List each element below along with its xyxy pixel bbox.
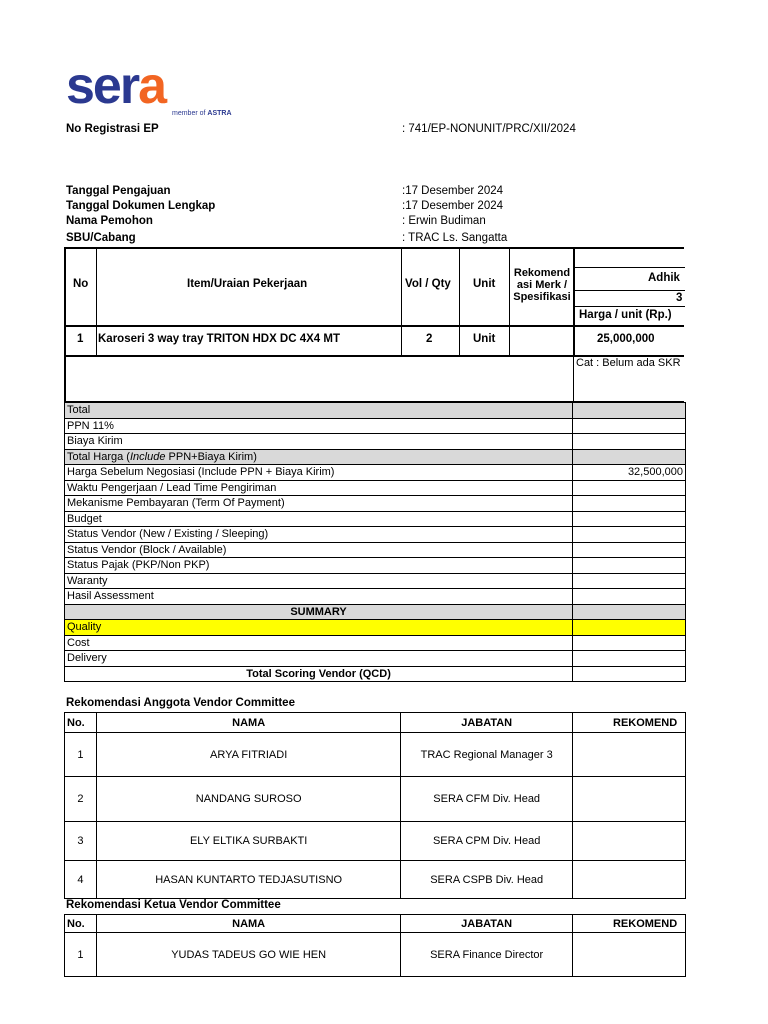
eval-row: Mekanisme Pembayaran (Term Of Payment) — [65, 496, 686, 512]
table-row: 1 ARYA FITRIADI TRAC Regional Manager 3 — [65, 733, 686, 777]
table-row: 3 ELY ELTIKA SURBAKTI SERA CPM Div. Head — [65, 822, 686, 861]
registration-label: No Registrasi EP — [66, 123, 159, 135]
table-header-row: No. NAMA JABATAN REKOMEND — [65, 713, 686, 733]
table-header-row: No. NAMA JABATAN REKOMEND — [65, 915, 686, 933]
evaluation-table — [64, 402, 686, 682]
col-item-header: Item/Uraian Pekerjaan — [187, 278, 308, 290]
eval-row: PPN 11% — [65, 418, 686, 434]
row-qty: 2 — [426, 333, 433, 345]
eval-row: Total Harga (Include PPN+Biaya Kirim) — [65, 449, 686, 465]
row-item: Karoseri 3 way tray TRITON HDX DC 4X4 MT — [98, 333, 340, 345]
branch-label: SBU/Cabang — [66, 232, 136, 244]
committee-chair-title: Rekomendasi Ketua Vendor Committee — [66, 899, 281, 911]
price-before-negotiation: 32,500,000 — [573, 465, 686, 481]
eval-row: Status Pajak (PKP/Non PKP) — [65, 558, 686, 574]
eval-row: Budget — [65, 511, 686, 527]
requester-label: Nama Pemohon — [66, 215, 153, 227]
eval-row: Hasil Assessment — [65, 589, 686, 605]
committee-members-title: Rekomendasi Anggota Vendor Committee — [66, 697, 295, 709]
committee-chair-table — [64, 914, 686, 977]
registration-value: : 741/EP-NONUNIT/PRC/XII/2024 — [402, 123, 576, 135]
requester-value: : Erwin Budiman — [402, 215, 486, 227]
col-unit-header: Unit — [473, 278, 496, 290]
table-row: 4 HASAN KUNTARTO TEDJASUTISNO SERA CSPB Div. Head — [65, 861, 686, 899]
sera-logo: sera member of ASTRA — [66, 57, 232, 117]
total-scoring-row: Total Scoring Vendor (QCD) — [65, 666, 686, 682]
eval-row: Harga Sebelum Negosiasi (Include PPN + Biaya Kirim) 32,500,000 — [65, 465, 686, 481]
submission-date-value: :17 Desember 2024 — [402, 185, 504, 197]
eval-row: Status Vendor (Block / Available) — [65, 542, 686, 558]
complete-doc-date-value: :17 Desember 2024 — [402, 200, 504, 212]
eval-row: Biaya Kirim — [65, 434, 686, 450]
price-unit-header: Harga / unit (Rp.) — [579, 309, 672, 321]
eval-row: Waktu Pengerjaan / Lead Time Pengiriman — [65, 480, 686, 496]
table-row: 1 YUDAS TADEUS GO WIE HEN SERA Finance Director — [65, 933, 686, 977]
delivery-row: Delivery — [65, 651, 686, 667]
vendor-name-header: Adhik — [648, 272, 680, 284]
eval-row: Status Vendor (New / Existing / Sleeping) — [65, 527, 686, 543]
quality-row: Quality — [65, 620, 686, 636]
col-qty-header: Vol / Qty — [405, 278, 451, 290]
committee-members-table — [64, 712, 686, 899]
branch-value: : TRAC Ls. Sangatta — [402, 232, 508, 244]
row-price: 25,000,000 — [597, 333, 655, 345]
cost-row: Cost — [65, 635, 686, 651]
col-rekomendasi-header: Rekomend asi Merk / Spesifikasi — [513, 267, 571, 303]
item-table — [64, 247, 704, 357]
summary-row: SUMMARY — [65, 604, 686, 620]
eval-row: Total — [65, 403, 686, 419]
complete-doc-date-label: Tanggal Dokumen Lengkap — [66, 200, 216, 212]
row-no: 1 — [77, 333, 84, 345]
note-text: Cat : Belum ada SKR — [576, 357, 681, 369]
row-unit: Unit — [473, 333, 496, 345]
vendor-sub-header: 3 — [676, 292, 683, 304]
table-row: 2 NANDANG SUROSO SERA CFM Div. Head — [65, 777, 686, 822]
col-no-header: No — [73, 278, 89, 290]
eval-row: Waranty — [65, 573, 686, 589]
submission-date-label: Tanggal Pengajuan — [66, 185, 171, 197]
